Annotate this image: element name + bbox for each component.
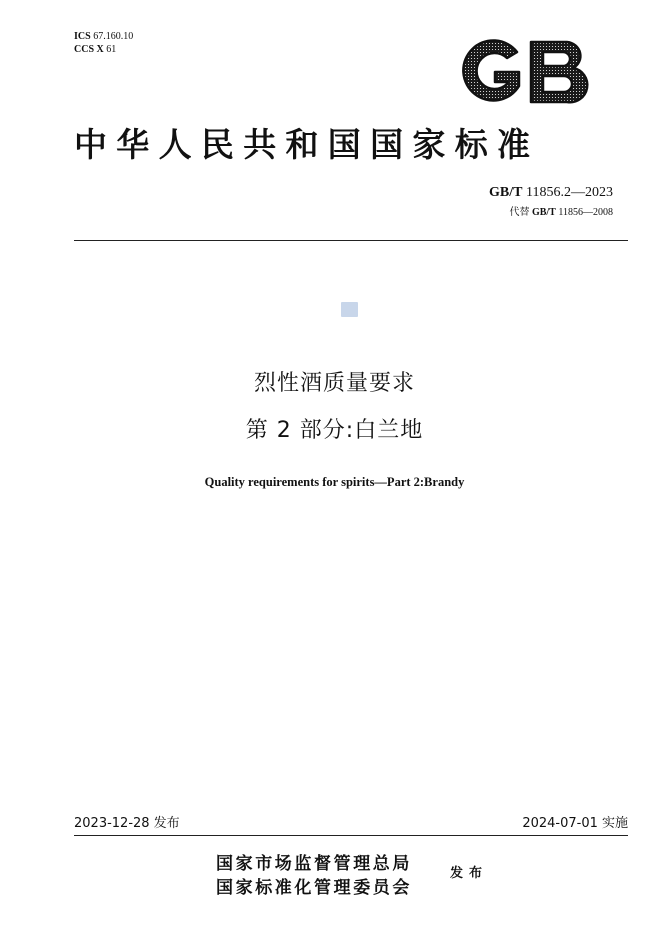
replace-prefix: GB/T	[531, 207, 556, 218]
issuer-sac: 国家标准化管理委员会	[216, 878, 412, 898]
issuer-samr: 国家市场监督管理总局	[216, 854, 412, 874]
implement-date: 2024-07-01 实施	[522, 816, 628, 831]
ccs-label: CCS	[74, 44, 95, 55]
watermark-stamp	[341, 302, 358, 317]
issuing-authorities	[216, 852, 412, 900]
ics-code-line	[74, 31, 133, 43]
ics-label: ICS	[74, 31, 91, 42]
ccs-x: X	[96, 44, 104, 55]
country-standard-title: 中华人民共和国国家标准	[74, 125, 540, 164]
ics-code: 67.160.10	[93, 31, 134, 42]
standard-prefix: GB/T	[489, 185, 523, 200]
publish-date: 2023-12-28 发布	[74, 816, 180, 831]
ccs-code-line	[74, 44, 116, 56]
title-cn-part: 第 2 部分:白兰地	[245, 418, 424, 443]
replace-number: 11856—2008	[558, 207, 613, 218]
standard-number	[489, 185, 613, 201]
title-cn-main: 烈性酒质量要求	[253, 371, 415, 396]
bottom-divider	[74, 835, 628, 836]
ccs-code: 61	[106, 44, 117, 55]
replace-label: 代替	[509, 207, 530, 218]
standard-code: 11856.2—2023	[526, 185, 613, 200]
gb-logo	[455, 36, 595, 108]
top-divider	[74, 240, 628, 241]
replaces-standard	[509, 207, 613, 219]
gb-logo-graphic	[455, 36, 595, 108]
issue-action: 发布	[450, 866, 489, 881]
title-en: Quality requirements for spirits—Part 2:Brandy	[204, 475, 465, 489]
